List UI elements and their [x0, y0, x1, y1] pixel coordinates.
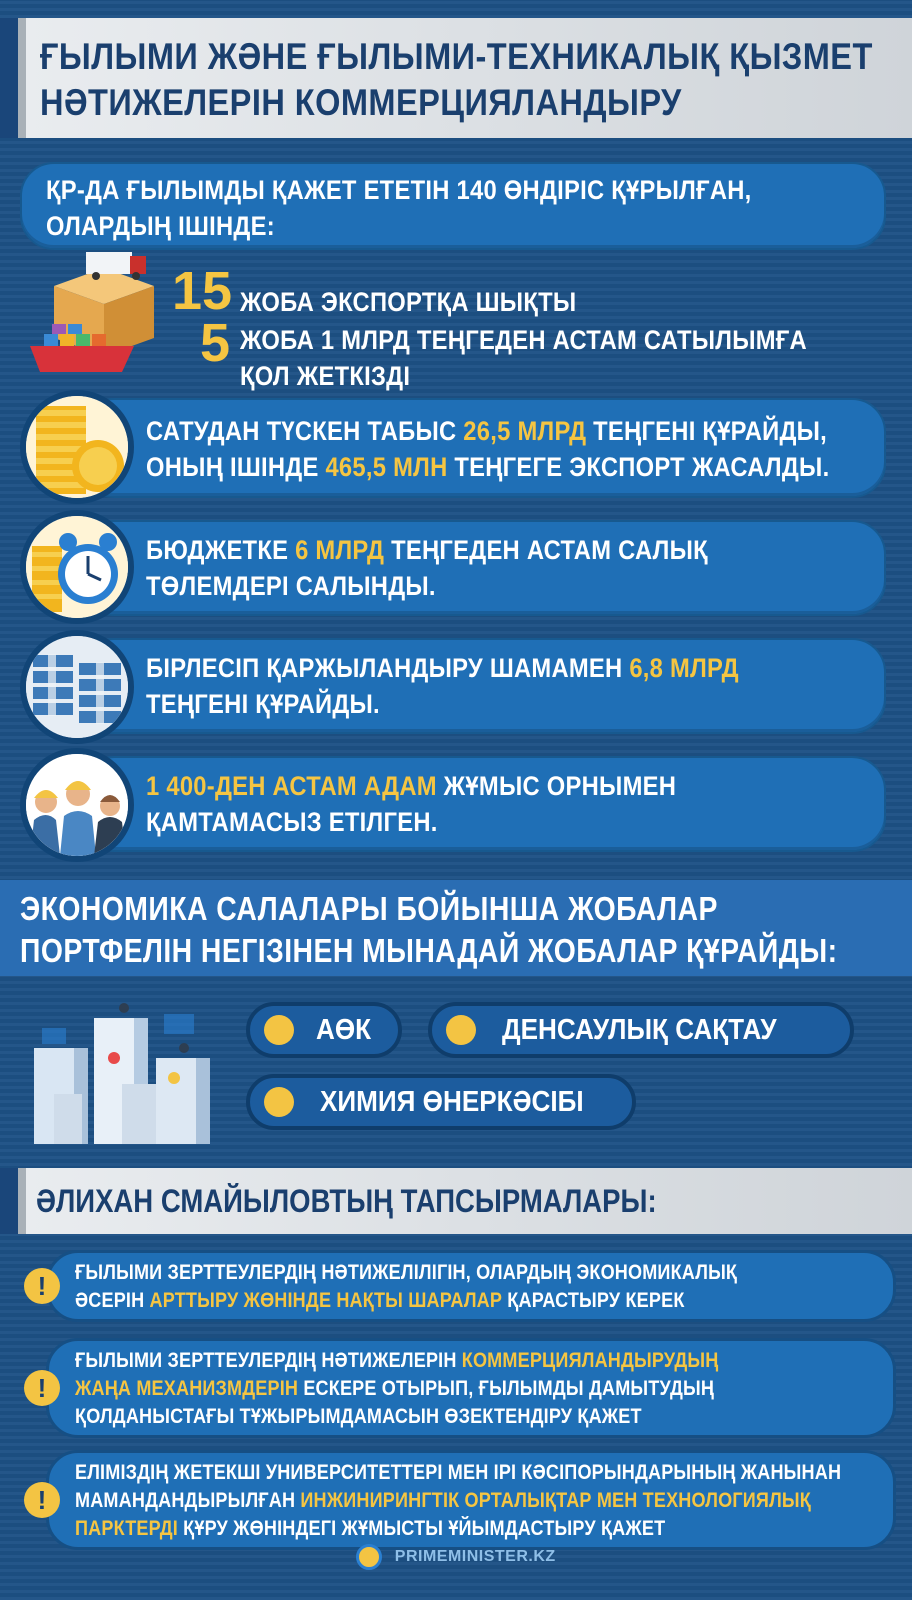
portfolio-title-line1: ЭКОНОМИКА САЛАЛАРЫ БОЙЫНША ЖОБАЛАР	[20, 890, 718, 927]
tasks-title: ӘЛИХАН СМАЙЫЛОВТЫҢ ТАПСЫРМАЛАРЫ:	[36, 1183, 657, 1219]
intro-line2: ОЛАРДЫҢ ІШІНДЕ:	[46, 211, 275, 241]
portfolio-title-line2: ПОРТФЕЛІН НЕГІЗІНЕН МЫНАДАЙ ЖОБАЛАР ҚҰРАЙДЫ:	[20, 932, 838, 969]
money-stacks-icon	[20, 630, 134, 744]
intro-pill	[20, 162, 886, 250]
header-title-line2: НӘТИЖЕЛЕРІН КОММЕРЦИЯЛАНДЫРУ	[40, 82, 682, 123]
fact-income-line1: САТУДАН ТҮСКЕН ТАБЫС 26,5 МЛРД ТЕҢГЕНІ ҚҰРАЙДЫ,	[146, 416, 828, 446]
header-title	[40, 34, 912, 126]
fact-income-line2: ОНЫҢ ІШІНДЕ 465,5 МЛН ТЕҢГЕГЕ ЭКСПОРТ ЖАСАЛДЫ.	[146, 452, 830, 482]
bullet-dot-icon	[264, 1015, 294, 1045]
footer	[0, 1544, 912, 1570]
fact-cofinancing-line1: БІРЛЕСІП ҚАРЖЫЛАНДЫРУ ШАМАМЕН 6,8 МЛРД	[146, 653, 739, 683]
fact-taxes-line2: ТӨЛЕМДЕРІ САЛЫНДЫ.	[146, 571, 436, 601]
header-title-line1: ҒЫЛЫМИ ЖӘНЕ ҒЫЛЫМИ-ТЕХНИКАЛЫҚ ҚЫЗМЕТ	[40, 36, 873, 77]
workers-icon	[20, 748, 134, 862]
fact-jobs-line1: 1 400-ДЕН АСТАМ АДАМ ЖҰМЫС ОРНЫМЕН	[146, 771, 677, 801]
bullet-dot-icon	[446, 1015, 476, 1045]
warning-icon: !	[24, 1268, 60, 1304]
exports-num-5: 5	[200, 313, 231, 373]
portfolio-band	[0, 880, 912, 976]
task-2-line1: ҒЫЛЫМИ ЗЕРТТЕУЛЕРДІҢ НӘТИЖЕЛЕРІН КОММЕРЦИЯЛАНДЫРУДЫҢ	[75, 1349, 719, 1372]
sector-tag-agro-label: АӨК	[316, 1014, 372, 1046]
sector-tag-healthcare-label: ДЕНСАУЛЫҚ САҚТАУ	[502, 1014, 777, 1046]
footer-site-link[interactable]: PRIMEMINISTER.KZ	[394, 1548, 556, 1565]
fact-cofinancing-pill	[80, 638, 886, 734]
state-emblem-icon	[356, 1544, 382, 1570]
exports-text-5-line2: ҚОЛ ЖЕТКІЗДІ	[240, 361, 411, 391]
tasks-header-banner	[0, 1168, 912, 1234]
task-item-3	[46, 1450, 896, 1550]
fact-cofinancing-line2: ТЕҢГЕНІ ҚҰРАЙДЫ.	[146, 689, 380, 719]
task-item-2	[46, 1338, 896, 1438]
header-panel	[18, 18, 912, 138]
logistics-illustration	[24, 246, 174, 386]
task-1-line1: ҒЫЛЫМИ ЗЕРТТЕУЛЕРДІҢ НӘТИЖЕЛІЛІГІН, ОЛАРДЫҢ ЭКОНОМИКАЛЫҚ	[75, 1261, 738, 1284]
warning-icon: !	[24, 1482, 60, 1518]
tasks-header-panel	[18, 1168, 912, 1234]
warning-icon: !	[24, 1370, 60, 1406]
city-business-illustration	[24, 998, 224, 1148]
task-2-line2: ЖАҢА МЕХАНИЗМДЕРІН ЕСКЕРЕ ОТЫРЫП, ҒЫЛЫМДЫ ДАМЫТУДЫҢ	[75, 1377, 715, 1400]
intro-line1: ҚР-ДА ҒЫЛЫМДЫ ҚАЖЕТ ЕТЕТІН 140 ӨНДІРІС ҚҰРЫЛҒАН,	[46, 175, 752, 205]
task-2-line3: ҚОЛДАНЫСТАҒЫ ТҰЖЫРЫМДАМАСЫН ӨЗЕКТЕНДІРУ ҚАЖЕТ	[75, 1405, 642, 1428]
task-3-line2: МАМАНДАНДЫРЫЛҒАН ИНЖИНИРИНГТІК ОРТАЛЫҚТАР МЕН ТЕХНОЛОГИЯЛЫҚ	[75, 1489, 811, 1512]
fact-taxes-line1: БЮДЖЕТКЕ 6 МЛРД ТЕҢГЕДЕН АСТАМ САЛЫҚ	[146, 535, 708, 565]
fact-jobs-pill	[80, 756, 886, 852]
coins-icon	[20, 390, 134, 504]
exports-text-15: ЖОБА ЭКСПОРТҚА ШЫҚТЫ	[240, 287, 577, 317]
fact-taxes-pill	[80, 520, 886, 616]
sector-tag-chemical-label: ХИМИЯ ӨНЕРКӘСІБІ	[320, 1086, 584, 1118]
fact-jobs-line2: ҚАМТАМАСЫЗ ЕТІЛГЕН.	[146, 807, 438, 837]
task-3-line1: ЕЛІМІЗДІҢ ЖЕТЕКШІ УНИВЕРСИТЕТТЕРІ МЕН ІРІ КӘСІПОРЫНДАРЫНЫҢ ЖАНЫНАН	[75, 1461, 842, 1484]
bullet-dot-icon	[264, 1087, 294, 1117]
task-item-1	[46, 1250, 896, 1322]
task-1-line2: ӘСЕРІН АРТТЫРУ ЖӨНІНДЕ НАҚТЫ ШАРАЛАР ҚАРАСТЫРУ КЕРЕК	[75, 1289, 685, 1312]
header-banner	[0, 18, 912, 138]
task-3-line3: ПАРКТЕРДІ ҚҰРУ ЖӨНІНДЕГІ ЖҰМЫСТЫ ҰЙЫМДАСТЫРУ ҚАЖЕТ	[75, 1517, 666, 1540]
sector-tag-chemical	[246, 1074, 636, 1130]
fact-income-pill	[80, 398, 886, 498]
alarm-clock-icon	[20, 510, 134, 624]
sector-tag-agro	[246, 1002, 402, 1058]
exports-num-15: 15	[172, 261, 233, 321]
exports-text-5-line1: ЖОБА 1 МЛРД ТЕҢГЕДЕН АСТАМ САТЫЛЫМҒА	[240, 325, 807, 355]
sector-tag-healthcare	[428, 1002, 854, 1058]
